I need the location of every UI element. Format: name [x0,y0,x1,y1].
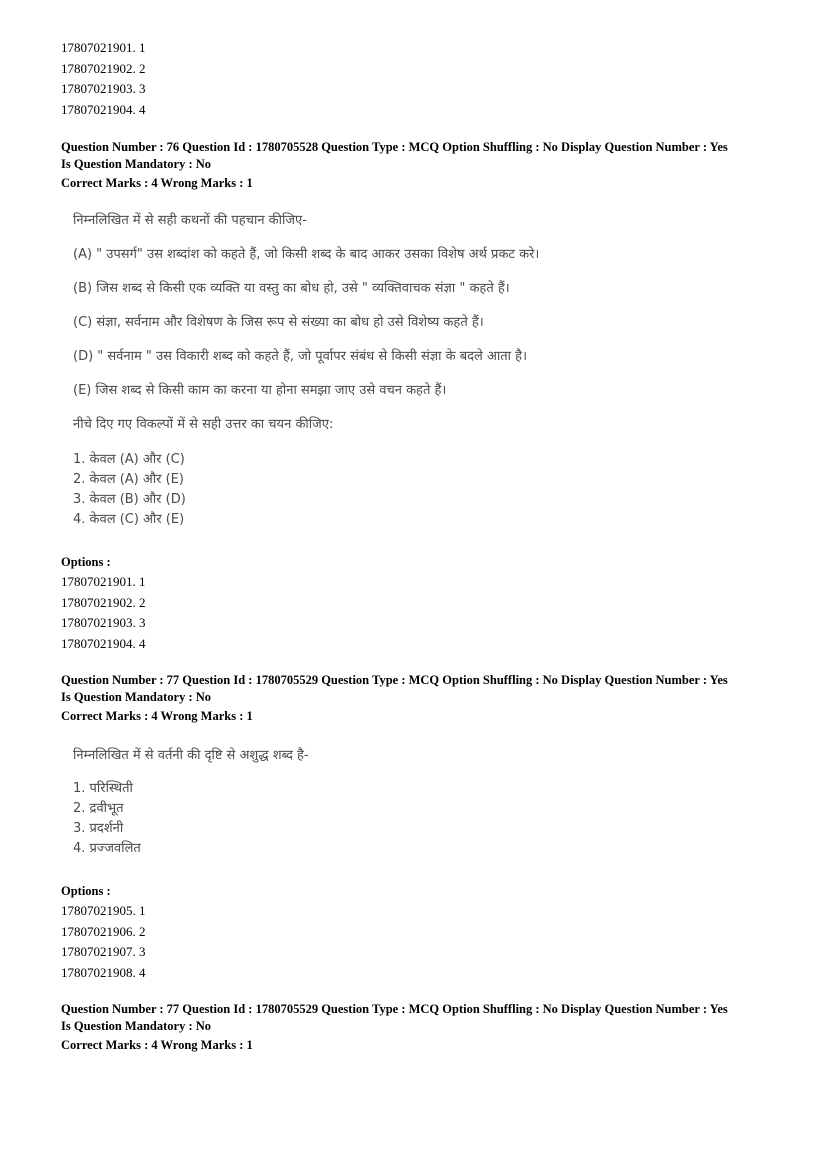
statement-e: (E) जिस शब्द से किसी काम का करना या होना समझा जाए उसे वचन कहते हैं। [73,383,447,398]
option-code: 17807021902. [61,594,136,610]
question-mandatory: Is Question Mandatory : No [61,1019,212,1033]
option-row [61,38,781,59]
question-76-block [61,139,781,654]
option-number: 4 [139,101,146,117]
option-row [61,100,781,121]
question-marks: Correct Marks : 4 Wrong Marks : 1 [61,1038,253,1052]
question-77-block [61,672,781,983]
option-number: 1 [139,40,146,55]
document-page [61,38,781,1054]
answer-choice: 3. केवल (B) और (D) [73,492,186,507]
option-code: 17807021904. [61,101,136,117]
option-number: 1 [139,574,146,589]
question-header: Question Number : 77 Question Id : 1780705529 Question Type : MCQ Option Shuffling : No Display Question Number : Yes [61,673,728,687]
option-number: 2 [139,594,146,610]
question-mandatory: Is Question Mandatory : No [61,690,212,704]
answer-choice: 2. द्रवीभूत [73,801,124,816]
option-code: 17807021903. [61,81,136,96]
question-header: Question Number : 77 Question Id : 1780705529 Question Type : MCQ Option Shuffling : No Display Question Number : Yes [61,1002,728,1016]
option-code: 17807021905. [61,903,136,918]
option-row [61,963,781,984]
option-code: 17807021901. [61,574,136,589]
top-options-list [61,38,781,120]
answer-choice: 1. केवल (A) और (C) [73,452,185,467]
option-number: 2 [139,923,146,939]
statement-c: (C) संज्ञा, सर्वनाम और विशेषण के जिस रूप से संख्या का बोध हो उसे विशेष्य कहते हैं। [73,315,484,330]
option-row [61,613,781,634]
option-number: 4 [139,635,146,651]
question-instruction: नीचे दिए गए विकल्पों में से सही उत्तर का चयन कीजिए: [73,417,334,432]
option-row [61,922,781,943]
answer-choice: 2. केवल (A) और (E) [73,472,184,487]
option-number: 3 [139,81,146,96]
question-body-image [73,747,781,859]
option-row [61,59,781,80]
statement-d: (D) " सर्वनाम " उस विकारी शब्द को कहते हैं, जो पूर्वापर संबंध से किसी संज्ञा के बदले आता है। [73,349,527,364]
option-row [61,593,781,614]
answer-choice: 4. केवल (C) और (E) [73,512,185,527]
option-number: 3 [139,944,146,959]
statement-a: (A) " उपसर्ग" उस शब्दांश को कहते हैं, जो किसी शब्द के बाद आकर उसका विशेष अर्थ प्रकट करे। [73,247,540,262]
option-row [61,79,781,100]
options-label: Options : [61,884,111,898]
option-code: 17807021908. [61,964,136,980]
option-number: 3 [139,615,146,630]
question-header: Question Number : 76 Question Id : 1780705528 Question Type : MCQ Option Shuffling : No Display Question Number : Yes [61,140,728,154]
option-code: 17807021901. [61,40,136,55]
option-code: 17807021902. [61,60,136,76]
statement-b: (B) जिस शब्द से किसी एक व्यक्ति या वस्तु का बोध हो, उसे " व्यक्तिवाचक संज्ञा " कहते हैं। [73,281,510,296]
option-number: 1 [139,903,146,918]
option-row [61,942,781,963]
question-body-image [73,212,781,530]
options-list [61,572,781,654]
question-77-repeat-block [61,1001,781,1054]
question-stem: निम्नलिखित में से वर्तनी की दृष्टि से अशुद्ध शब्द है- [73,748,309,763]
option-number: 4 [139,964,146,980]
option-row [61,572,781,593]
option-row [61,901,781,922]
question-stem: निम्नलिखित में से सही कथनों की पहचान कीजिए- [73,213,307,228]
answer-choice: 3. प्रदर्शनी [73,821,124,836]
option-code: 17807021903. [61,615,136,630]
options-label: Options : [61,555,111,569]
option-code: 17807021904. [61,635,136,651]
answer-choice: 1. परिस्थिती [73,781,133,796]
question-mandatory: Is Question Mandatory : No [61,157,212,171]
answer-choice: 4. प्रज्जवलित [73,841,141,856]
question-marks: Correct Marks : 4 Wrong Marks : 1 [61,709,253,723]
option-number: 2 [139,60,146,76]
option-code: 17807021907. [61,944,136,959]
option-code: 17807021906. [61,923,136,939]
question-marks: Correct Marks : 4 Wrong Marks : 1 [61,176,253,190]
options-list [61,901,781,983]
option-row [61,634,781,655]
